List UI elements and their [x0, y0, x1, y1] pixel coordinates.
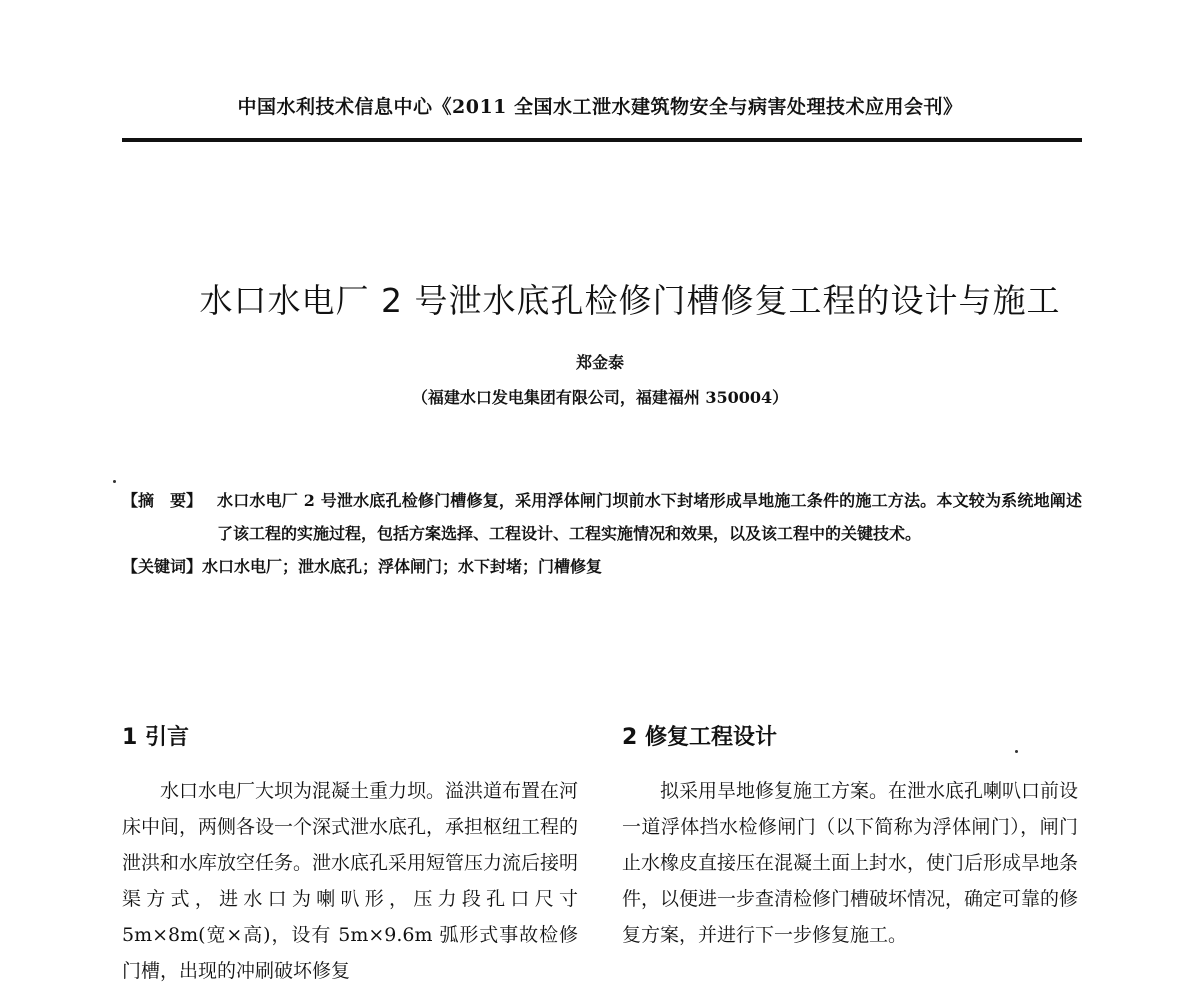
paper-affiliation: （福建水口发电集团有限公司，福建福州 350004） [411, 388, 789, 407]
abstract-text: 水口水电厂 2 号泄水底孔检修门槽修复，采用浮体闸门坝前水下封堵形成旱地施工条件的施工方法。本文较为系统地阐述了该工程的实施过程，包括方案选择、工程设计、工程实施情况和效果，以及该工程中的关键技术。 [217, 491, 1082, 543]
paper-author: 郑金泰 [575, 353, 624, 372]
section-paragraph: 拟采用旱地修复施工方案。在泄水底孔喇叭口前设一道浮体挡水检修闸门（以下简称为浮体闸门），闸门止水橡皮直接压在混凝土面上封水，使门后形成旱地条件，以便进一步查清检修门槽破坏情况，确定可靠的修复方案，并进行下一步修复施工。 [622, 780, 1079, 946]
section-paragraph: 水口水电厂大坝为混凝土重力坝。溢洪道布置在河床中间，两侧各设一个深式泄水底孔，承担枢纽工程的泄洪和水库放空任务。泄水底孔采用短管压力流后接明渠方式，进水口为喇叭形，压力段孔口尺寸 5m×8m(宽×高)，设有 5m×9.6m 弧形式事故检修门槽，出现的冲刷破坏修复 [122, 780, 579, 982]
section-introduction [122, 720, 578, 989]
scan-speck [1015, 750, 1018, 753]
section-repair-design [622, 720, 1078, 953]
abstract-label: 【摘 要】 [122, 491, 203, 510]
abstract-block [122, 484, 1082, 583]
paper-title: 水口水电厂 2 号泄水底孔检修门槽修复工程的设计与施工 [199, 281, 1061, 320]
section-heading: 1 引言 [122, 725, 189, 750]
abstract-row [122, 484, 1082, 550]
keywords-row [122, 550, 1082, 583]
section-heading: 2 修复工程设计 [622, 725, 777, 750]
scan-speck [113, 480, 116, 483]
keywords-label: 【关键词】 [122, 557, 203, 576]
header-rule [122, 138, 1082, 142]
keywords-text: 水口水电厂；泄水底孔；浮体闸门；水下封堵；门槽修复 [202, 557, 603, 576]
running-header: 中国水利技术信息中心《2011 全国水工泄水建筑物安全与病害处理技术应用会刊》 [237, 96, 963, 118]
